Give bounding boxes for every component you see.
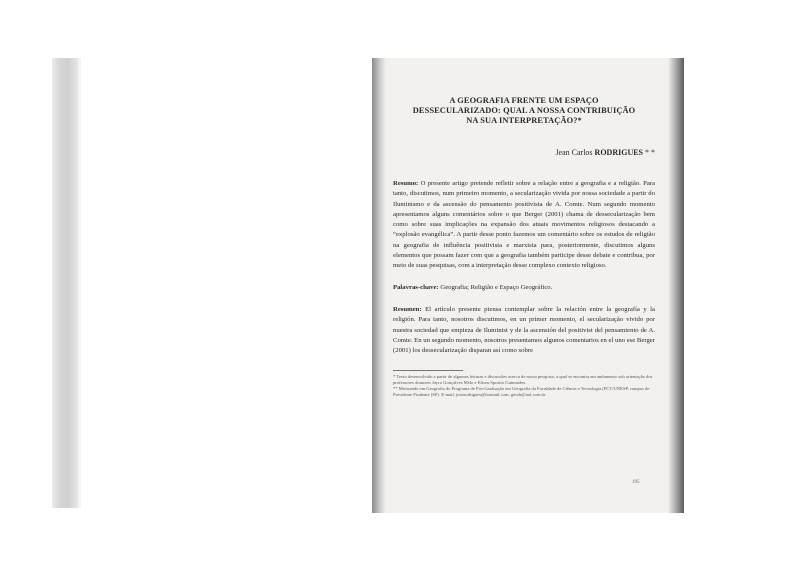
keywords	[393, 283, 655, 293]
title-line: DESSECULARIZADO: QUAL A NOSSA CONTRIBUIÇÃO	[412, 106, 636, 115]
abstract-text: O presente artigo pretende refletir sobre a relação entre a geografia e a religião. Para tanto, discutimos, num primeiro momento, a secularização vivida por nossa sociedade a partir do Iluminismo e da ascensão do pensamento positivista de A. Comte. Num segundo momento apresentamos alguns comentários sobre o que Berger (2001) chama de dessecularização bem como sobre suas implicações na expansão dos atuais movimentos religiosos destacando a “explosão evangélica”. A partir desse ponto fazemos um comentário sobre os estudos de religião na geografia de influência positivista e marxista para, posteriormente, discutimos alguns elementos que possam fazer com que a geografia também participe desse debate e contribua, por meio de suas pesquisas, com a interpretação desse complexo contexto religioso.	[393, 180, 655, 270]
resumen-text: El artículo presente piensa contemplar sobre la relación entre la geografía y la religión. Para tanto, nosotros discutimos, en un primer momento, el secularização vivido por nuestra sociedad que empieza de Iluminist y de la ascensión del positivist del pensamiento de A. Comte. En un segundo momento, nosotros presentamos algunos comentarios en el uno ese Berger (2001) los dessecularização disparan así como sobre	[393, 305, 656, 355]
article-title	[393, 96, 655, 126]
author-footnote-mark: * *	[645, 148, 655, 157]
article-content	[393, 96, 655, 398]
author-given-name: Jean Carlos	[555, 148, 593, 157]
resumen-label: Resumen:	[393, 305, 422, 313]
author-line	[393, 148, 655, 157]
title-line: A GEOGRAFIA FRENTE UM ESPAÇO	[449, 96, 599, 105]
page-edge-shadow	[668, 58, 684, 513]
page-number: 195	[632, 480, 640, 485]
abstract-label: Resumo:	[393, 180, 419, 187]
author-surname: RODRIGUES	[594, 148, 643, 157]
title-line: NA SUA INTERPRETAÇÃO?*	[466, 116, 582, 125]
page-gutter-shadow	[372, 58, 386, 513]
keywords-text: Geografia; Religião e Espaço Geográfico.	[440, 283, 553, 291]
abstract-spanish	[393, 305, 655, 356]
abstract-portuguese	[393, 179, 655, 272]
left-page-edge	[52, 58, 78, 508]
footnote: * Texto desenvolvido a partir de algumas leituras e discussões acerca de nossa pesquisa, a qual se encontra em andamento sob orientação dos professores doutores Jayro Gonçalves Melo e Eliseu Sposito Guimarães.	[393, 374, 653, 386]
footnote: ** Mestrando em Geografia do Programa de Pós-Graduação em Geografia da Faculdade de Ciência e Tecnologia (FCT/UNESP, campus de Presidente Prudente (SP). E-mail: jeanrodrigues@hotmail.com; geodr@uol.com.br	[393, 386, 650, 397]
keywords-label: Palavras-chave:	[393, 283, 439, 291]
footnote-rule	[393, 370, 463, 371]
